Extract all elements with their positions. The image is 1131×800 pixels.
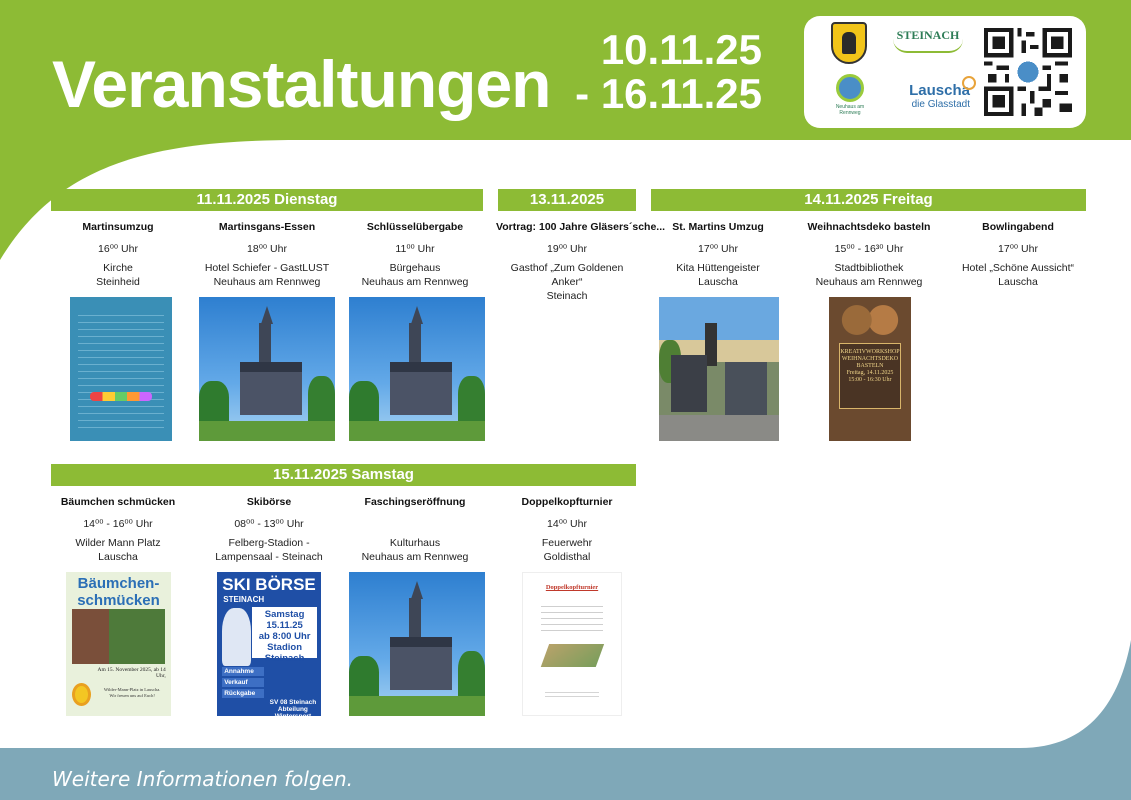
- event-title: Vortrag: 100 Jahre Gläsers´sche...: [496, 221, 666, 233]
- event-location: Hotel „Schöne Aussicht“ Lauscha: [961, 262, 1075, 288]
- church-photo[interactable]: [349, 297, 485, 441]
- sunflower-icon: [72, 683, 91, 706]
- baeumchen-poster-title: Bäumchen- schmücken: [77, 574, 160, 609]
- steinach-logo: [893, 28, 963, 53]
- event-location: Gasthof „Zum Goldenen Anker“ Steinach: [510, 262, 624, 302]
- neuhaus-emblem-icon: [836, 74, 864, 102]
- baeumchen-poster-footer: Wilder-Mann-Platz in Lauscha. Wir freuen uns auf Euch!: [103, 687, 161, 699]
- event-title: Bäumchen schmücken: [60, 496, 176, 508]
- cookie-decoration-icon: [837, 304, 903, 336]
- event-location: Kita Hüttengeister Lauscha: [676, 262, 760, 288]
- lauscha-logo: [890, 82, 970, 110]
- qr-code-icon[interactable]: [984, 26, 1072, 118]
- neuhaus-logo: [828, 74, 872, 120]
- martinsumzug-poster[interactable]: [70, 297, 172, 441]
- event-time: 19⁰⁰ Uhr: [547, 243, 587, 255]
- event-location: Feuerwehr Goldisthal: [541, 537, 593, 563]
- event-st-martins-umzug: [648, 220, 788, 289]
- weihnachtsdeko-poster-text: KREATIVWORKSHOP WEIHNACHTSDEKO BASTELN Freitag, 14.11.2025 15:00 - 16:30 Uhr: [840, 348, 900, 383]
- doppelkopf-poster-title: Doppelkopfturnier: [545, 584, 599, 592]
- event-time: 08⁰⁰ - 13⁰⁰ Uhr: [234, 518, 304, 530]
- church-photo[interactable]: [199, 297, 335, 441]
- event-bowlingabend: [948, 220, 1088, 289]
- steinach-logo-text: STEINACH: [896, 28, 960, 42]
- event-martinsgans-essen: [197, 220, 337, 289]
- event-title: Schlüsselübergabe: [366, 221, 464, 233]
- event-title: Martinsumzug: [82, 221, 154, 233]
- event-time: 15⁰⁰ - 16³⁰ Uhr: [834, 243, 904, 255]
- doppelkopf-poster[interactable]: [522, 572, 622, 716]
- section-header-11-11: 11.11.2025 Dienstag: [51, 189, 483, 211]
- skier-icon: [222, 608, 251, 666]
- event-location: Wilder Mann Platz Lauscha: [75, 537, 161, 563]
- ski-poster-footer: SV 08 Steinach Abteilung Wintersport: [269, 698, 317, 720]
- event-title: St. Martins Umzug: [672, 221, 764, 233]
- event-time: 17⁰⁰ Uhr: [698, 243, 738, 255]
- event-location: Bürgehaus Neuhaus am Rennweg: [361, 262, 469, 288]
- lauscha-logo-sub: die Glasstadt: [911, 99, 970, 110]
- event-skiboerse: [199, 495, 339, 564]
- event-location: Stadtbibliothek Neuhaus am Rennweg: [815, 262, 923, 288]
- lantern-icon: [90, 392, 151, 401]
- date-from: 10.11.25: [600, 26, 762, 73]
- section-header-15-11: 15.11.2025 Samstag: [51, 464, 636, 486]
- event-baeumchen-schmuecken: [48, 495, 188, 564]
- ski-poster-title: SKI BÖRSE: [222, 574, 316, 594]
- card-table-icon: [540, 644, 603, 667]
- ski-row: Verkauf: [222, 678, 264, 687]
- baeumchen-poster[interactable]: [66, 572, 171, 716]
- coat-of-arms-icon: [831, 22, 867, 64]
- page-title: Veranstaltungen: [52, 47, 551, 121]
- section-header-13-11: 13.11.2025: [498, 189, 636, 211]
- event-time: [345, 517, 485, 531]
- ski-poster-when: Samstag 15.11.25 ab 8:00 Uhr Stadion Steinach: [258, 609, 311, 665]
- event-doppelkopfturnier: [497, 495, 637, 564]
- event-faschingseroeffnung: [345, 495, 485, 564]
- event-vortrag: [496, 220, 666, 303]
- church-photo[interactable]: [349, 572, 485, 716]
- event-time: 17⁰⁰ Uhr: [998, 243, 1038, 255]
- event-title: Martinsgans-Essen: [218, 221, 316, 233]
- footer-note: Weitere Informationen folgen.: [52, 767, 353, 791]
- event-title: Skibörse: [246, 496, 292, 508]
- event-title: Weihnachtsdeko basteln: [807, 221, 931, 233]
- event-title: Doppelkopfturnier: [521, 496, 613, 508]
- event-title: Faschingseröffnung: [364, 496, 466, 508]
- ski-row: Annahme: [222, 667, 264, 676]
- event-location: Kulturhaus Neuhaus am Rennweg: [361, 537, 469, 563]
- event-time: 14⁰⁰ Uhr: [547, 518, 587, 530]
- event-time: 18⁰⁰ Uhr: [247, 243, 287, 255]
- event-location: Hotel Schiefer - GastLUST Neuhaus am Rennweg: [204, 262, 330, 288]
- lauscha-logo-name: Lauscha: [909, 82, 970, 99]
- date-to: - 16.11.25: [575, 70, 762, 117]
- event-location: Felberg-Stadion - Lampensaal - Steinach: [215, 537, 323, 563]
- event-schluesseluebergabe: [345, 220, 485, 289]
- event-location: Kirche Steinheid: [96, 262, 140, 288]
- event-time: 14⁰⁰ - 16⁰⁰ Uhr: [83, 518, 153, 530]
- skiboerse-poster[interactable]: [217, 572, 321, 720]
- event-title: Bowlingabend: [982, 221, 1054, 233]
- event-time: 16⁰⁰ Uhr: [98, 243, 138, 255]
- weihnachtsdeko-poster[interactable]: [829, 297, 911, 441]
- event-time: 11⁰⁰ Uhr: [395, 243, 435, 255]
- ski-row: Rückgabe: [222, 689, 264, 698]
- ski-poster-sub: STEINACH: [223, 595, 265, 605]
- lauscha-town-photo[interactable]: [659, 297, 779, 441]
- baeumchen-poster-date: Am 15. November 2025, ab 14 Uhr,: [97, 667, 166, 680]
- sun-icon: [962, 76, 976, 90]
- date-range: [556, 28, 762, 116]
- ski-poster-rows: [222, 667, 264, 700]
- event-martinsumzug: [48, 220, 188, 289]
- neuhaus-logo-text: Neuhaus am Rennweg: [835, 104, 865, 116]
- event-weihnachtsdeko: [799, 220, 939, 289]
- section-header-14-11: 14.11.2025 Freitag: [651, 189, 1086, 211]
